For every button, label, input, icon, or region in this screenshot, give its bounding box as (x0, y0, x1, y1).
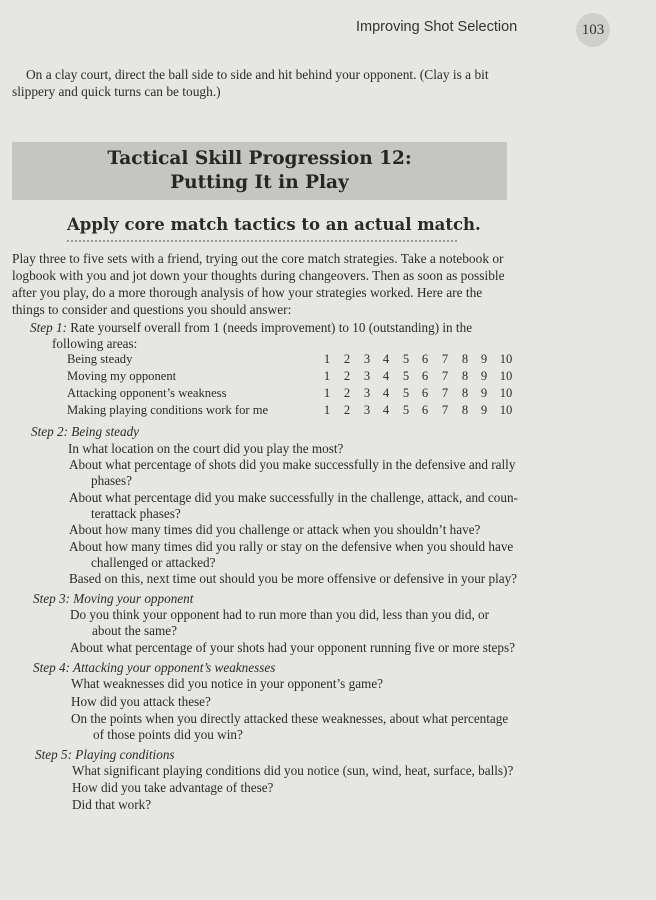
step1-label: Step 1: (30, 320, 67, 335)
rating-value: 3 (363, 369, 371, 383)
rating-value: 7 (441, 352, 449, 366)
banner-title-line2: Putting It in Play (170, 172, 349, 193)
step1-text2: following areas: (52, 336, 138, 351)
step4-question-3: On the points when you directly attacked these weaknesses, about what percentage (71, 711, 509, 726)
step5-question-2: How did you take advantage of these? (72, 780, 274, 795)
rating-value: 6 (421, 403, 429, 417)
section-banner (12, 142, 507, 200)
step4-label: Step 4: Attacking your opponent’s weaknesses (33, 660, 276, 675)
step2-question-6: Based on this, next time out should you be more offensive or defensive in your play? (69, 571, 518, 586)
section-subtitle: Apply core match tactics to an actual match. (67, 215, 481, 234)
rating-value: 5 (402, 403, 410, 417)
rating-value: 2 (343, 386, 351, 400)
intro-paragraph: On a clay court, direct the ball side to side and hit behind your opponent. (Clay is a bit slippery and quick turns can be tough.) (12, 67, 489, 99)
rating-value: 10 (499, 386, 513, 400)
rating-value: 1 (323, 352, 331, 366)
step2-question-3-cont: terattack phases? (91, 506, 181, 521)
step3-question-2: About what percentage of your shots had your opponent running five or more steps? (70, 640, 515, 655)
step3-label: Step 3: Moving your opponent (33, 591, 194, 606)
rating-value: 10 (499, 403, 513, 417)
rating-area-label: Moving my opponent (67, 369, 177, 383)
rating-value: 10 (499, 352, 513, 366)
rating-value: 5 (402, 369, 410, 383)
step2-question-4: About how many times did you challenge or attack when you shouldn’t have? (69, 522, 481, 537)
rating-value: 1 (323, 386, 331, 400)
rating-value: 9 (480, 352, 488, 366)
step5-question-3: Did that work? (72, 797, 152, 812)
step2-question-3: About what percentage did you make successfully in the challenge, attack, and coun- (69, 490, 518, 505)
rating-row (67, 403, 517, 420)
rating-scale (319, 352, 519, 369)
rating-value: 9 (480, 403, 488, 417)
rating-value: 1 (323, 369, 331, 383)
rating-value: 5 (402, 352, 410, 366)
step2-question-5-cont: challenged or attacked? (91, 555, 216, 570)
rating-value: 6 (421, 352, 429, 366)
step2-label: Step 2: Being steady (31, 424, 140, 439)
rating-value: 7 (441, 369, 449, 383)
step3-question-1-cont: about the same? (92, 623, 177, 638)
rating-value: 5 (402, 386, 410, 400)
rating-row (67, 352, 517, 369)
rating-value: 1 (323, 403, 331, 417)
rating-value: 4 (382, 386, 390, 400)
rating-value: 4 (382, 403, 390, 417)
running-head: Improving Shot Selection (356, 19, 518, 35)
step5-label: Step 5: Playing conditions (35, 747, 175, 762)
rating-row (67, 369, 517, 386)
page-number: 103 (576, 13, 610, 47)
body-paragraph: Play three to five sets with a friend, trying out the core match strategies. Take a notebook or logbook with you and jot down your thoughts during changeovers. Then as soon as possible after you play, do a more thorough analysis of how your strategies worked. Here are the things to consider and questions you should answer: (12, 251, 505, 317)
rating-scale (319, 369, 519, 386)
rating-value: 7 (441, 403, 449, 417)
step5-question-1: What significant playing conditions did you notice (sun, wind, heat, surface, balls)? (72, 763, 514, 778)
rating-value: 3 (363, 403, 371, 417)
step3-question-1: Do you think your opponent had to run more than you did, less than you did, or (70, 607, 490, 622)
step1-line (30, 320, 472, 337)
rating-value: 3 (363, 352, 371, 366)
rating-scale (319, 386, 519, 403)
rating-value: 8 (461, 386, 469, 400)
rating-row (67, 386, 517, 403)
rating-value: 7 (441, 386, 449, 400)
rating-value: 10 (499, 369, 513, 383)
rating-value: 9 (480, 386, 488, 400)
rating-area-label: Being steady (67, 352, 133, 366)
step1-text: Rate yourself overall from 1 (needs improvement) to 10 (outstanding) in the (67, 320, 473, 335)
step2-question-1: In what location on the court did you play the most? (68, 441, 344, 456)
step2-question-2-cont: phases? (91, 473, 133, 488)
rating-value: 4 (382, 352, 390, 366)
rating-area-label: Attacking opponent’s weakness (67, 386, 227, 400)
rating-value: 8 (461, 403, 469, 417)
step4-question-3-cont: of those points did you win? (93, 727, 243, 742)
rating-value: 9 (480, 369, 488, 383)
rating-value: 6 (421, 369, 429, 383)
rating-value: 8 (461, 352, 469, 366)
rating-scale (319, 403, 519, 420)
rating-value: 6 (421, 386, 429, 400)
step4-question-1: What weaknesses did you notice in your opponent’s game? (71, 676, 384, 691)
banner-title-line1: Tactical Skill Progression 12: (107, 148, 412, 169)
rating-area-label: Making playing conditions work for me (67, 403, 269, 417)
step2-question-5: About how many times did you rally or stay on the defensive when you should have (69, 539, 514, 554)
step4-question-2: How did you attack these? (71, 694, 211, 709)
dotted-divider (67, 240, 457, 242)
rating-value: 3 (363, 386, 371, 400)
rating-value: 2 (343, 403, 351, 417)
step2-question-2: About what percentage of shots did you make successfully in the defensive and rally (69, 457, 516, 472)
rating-value: 2 (343, 369, 351, 383)
rating-value: 8 (461, 369, 469, 383)
rating-value: 4 (382, 369, 390, 383)
rating-value: 2 (343, 352, 351, 366)
